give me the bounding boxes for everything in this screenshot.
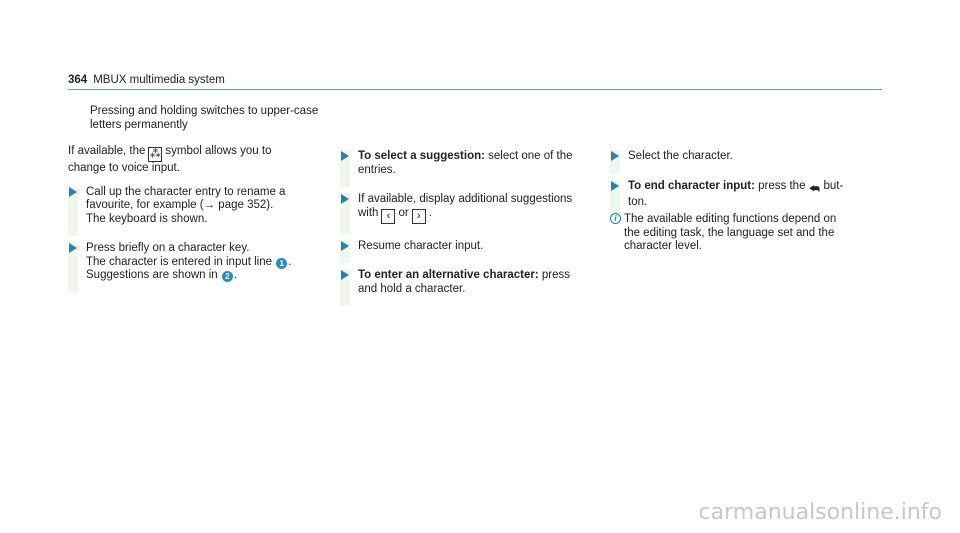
intro-note [68, 105, 330, 132]
watermark: carmanualsonline.info [698, 500, 942, 525]
callout-badge-2: 2 [222, 271, 233, 282]
step-text: ton. [628, 195, 648, 208]
step-text: If available, display additional suggestions [358, 193, 573, 205]
step-end-input [610, 180, 880, 210]
step-text: Call up the character entry to rename a [86, 185, 286, 198]
text: select one of the [488, 150, 573, 162]
step-press-key [68, 242, 330, 283]
column-2 [340, 150, 590, 296]
chevron-left-icon: ‹ [381, 209, 395, 224]
step-heading: To enter an alternative character: [358, 269, 539, 281]
info-icon: i [610, 213, 621, 224]
intro-line: letters permanently [90, 118, 188, 131]
step-arrow-icon [341, 194, 349, 204]
step-arrow-icon [69, 243, 77, 253]
step-text: with ‹ or › . [358, 206, 432, 222]
step-arrow-icon [341, 241, 349, 251]
section-title: MBUX multimedia system [93, 74, 225, 86]
text: but- [823, 179, 844, 192]
step-text: entries. [358, 163, 396, 176]
step-more-suggestions [340, 193, 590, 224]
step-heading: To end character input: [628, 179, 755, 192]
text: If available, the [68, 145, 146, 157]
step-call-up [68, 186, 330, 227]
step-arrow-icon [611, 181, 619, 191]
text: change to voice input. [68, 162, 180, 174]
step-arrow-icon [611, 151, 619, 161]
info-text: The available editing functions depend on [624, 213, 837, 225]
text: or [398, 206, 409, 219]
step-text: The character is entered in input line 1 . [86, 255, 292, 268]
text: Suggestions are shown in [86, 269, 218, 281]
step-text: and hold a character. [358, 282, 466, 295]
text: press [541, 269, 570, 281]
step-text: Suggestions are shown in 2 . [86, 269, 238, 281]
info-text: character level. [624, 240, 702, 252]
text: symbol allows you to [165, 145, 272, 157]
step-text: Press briefly on a character key. [86, 242, 250, 254]
column-3 [610, 150, 880, 254]
step-text: Select the character. [628, 150, 733, 162]
page-header [68, 73, 225, 87]
step-arrow-icon [341, 151, 349, 161]
intro-line: Pressing and holding switches to upper-case [90, 105, 319, 117]
column-1 [68, 105, 330, 283]
step-arrow-icon [341, 270, 349, 280]
text: with [358, 206, 379, 219]
step-text: The keyboard is shown. [86, 212, 208, 225]
step-text [358, 150, 590, 164]
text: The character is entered in input line [86, 255, 273, 268]
step-select-character [610, 150, 880, 164]
step-text: favourite, for example (→ page 352). [86, 199, 274, 211]
step-arrow-icon [69, 187, 77, 197]
step-text: Resume character input. [358, 239, 484, 252]
microphone-key-icon: ⁂ [149, 148, 161, 160]
header-rule [68, 89, 882, 90]
info-note [610, 213, 880, 254]
page-number: 364 [68, 74, 88, 86]
info-text: the editing task, the language set and the [624, 226, 835, 239]
back-arrow-icon: ⮪ [809, 182, 820, 195]
chevron-right-icon: › [412, 209, 426, 224]
step-alternative-character [340, 269, 590, 296]
step-select-suggestion [340, 150, 590, 177]
callout-badge-1: 1 [276, 258, 287, 269]
step-heading: To select a suggestion: [358, 150, 485, 162]
text: press the [758, 179, 806, 192]
step-resume-input [340, 240, 590, 254]
step-text [358, 269, 590, 283]
voice-input-paragraph [68, 145, 330, 176]
step-text [628, 180, 880, 196]
